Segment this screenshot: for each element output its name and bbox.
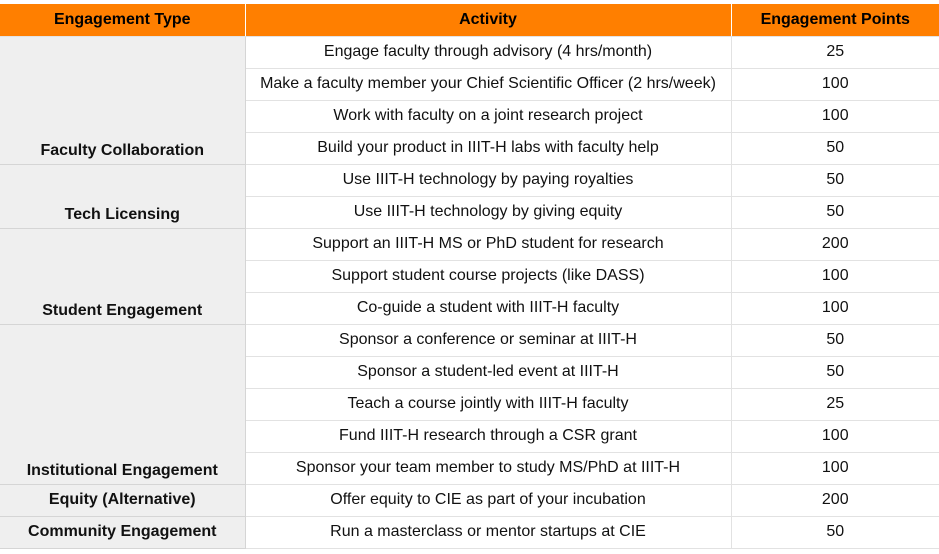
engagement-table xyxy=(0,4,939,549)
engagement-type-cell: Equity (Alternative) xyxy=(0,484,245,516)
header-activity: Activity xyxy=(245,4,731,36)
engagement-type-cell: Faculty Collaboration xyxy=(0,36,245,164)
points-cell: 50 xyxy=(731,196,939,228)
points-cell: 200 xyxy=(731,484,939,516)
table-header xyxy=(0,4,939,36)
table-body xyxy=(0,36,939,548)
activity-cell: Offer equity to CIE as part of your incubation xyxy=(245,484,731,516)
activity-cell: Work with faculty on a joint research project xyxy=(245,100,731,132)
engagement-type-cell: Institutional Engagement xyxy=(0,324,245,484)
activity-cell: Support an IIIT-H MS or PhD student for research xyxy=(245,228,731,260)
activity-cell: Teach a course jointly with IIIT-H faculty xyxy=(245,388,731,420)
activity-cell: Use IIIT-H technology by giving equity xyxy=(245,196,731,228)
engagement-type-cell: Student Engagement xyxy=(0,228,245,324)
points-cell: 100 xyxy=(731,100,939,132)
activity-cell: Sponsor a conference or seminar at IIIT-H xyxy=(245,324,731,356)
points-cell: 50 xyxy=(731,164,939,196)
table-row xyxy=(0,324,939,356)
table-row xyxy=(0,164,939,196)
table-row xyxy=(0,36,939,68)
engagement-type-cell: Tech Licensing xyxy=(0,164,245,228)
points-cell: 50 xyxy=(731,132,939,164)
activity-cell: Make a faculty member your Chief Scientific Officer (2 hrs/week) xyxy=(245,68,731,100)
points-cell: 50 xyxy=(731,324,939,356)
activity-cell: Engage faculty through advisory (4 hrs/month) xyxy=(245,36,731,68)
points-cell: 25 xyxy=(731,388,939,420)
table-row xyxy=(0,484,939,516)
header-row xyxy=(0,4,939,36)
activity-cell: Build your product in IIIT-H labs with faculty help xyxy=(245,132,731,164)
points-cell: 100 xyxy=(731,68,939,100)
points-cell: 200 xyxy=(731,228,939,260)
activity-cell: Sponsor your team member to study MS/PhD at IIIT-H xyxy=(245,452,731,484)
points-cell: 100 xyxy=(731,452,939,484)
points-cell: 50 xyxy=(731,516,939,548)
points-cell: 100 xyxy=(731,420,939,452)
activity-cell: Fund IIIT-H research through a CSR grant xyxy=(245,420,731,452)
table-row xyxy=(0,516,939,548)
table-row xyxy=(0,228,939,260)
points-cell: 100 xyxy=(731,292,939,324)
activity-cell: Run a masterclass or mentor startups at CIE xyxy=(245,516,731,548)
engagement-type-cell: Community Engagement xyxy=(0,516,245,548)
header-engagement-points: Engagement Points xyxy=(731,4,939,36)
points-cell: 25 xyxy=(731,36,939,68)
header-engagement-type: Engagement Type xyxy=(0,4,245,36)
activity-cell: Use IIIT-H technology by paying royalties xyxy=(245,164,731,196)
activity-cell: Co-guide a student with IIIT-H faculty xyxy=(245,292,731,324)
activity-cell: Support student course projects (like DASS) xyxy=(245,260,731,292)
points-cell: 50 xyxy=(731,356,939,388)
activity-cell: Sponsor a student-led event at IIIT-H xyxy=(245,356,731,388)
points-cell: 100 xyxy=(731,260,939,292)
